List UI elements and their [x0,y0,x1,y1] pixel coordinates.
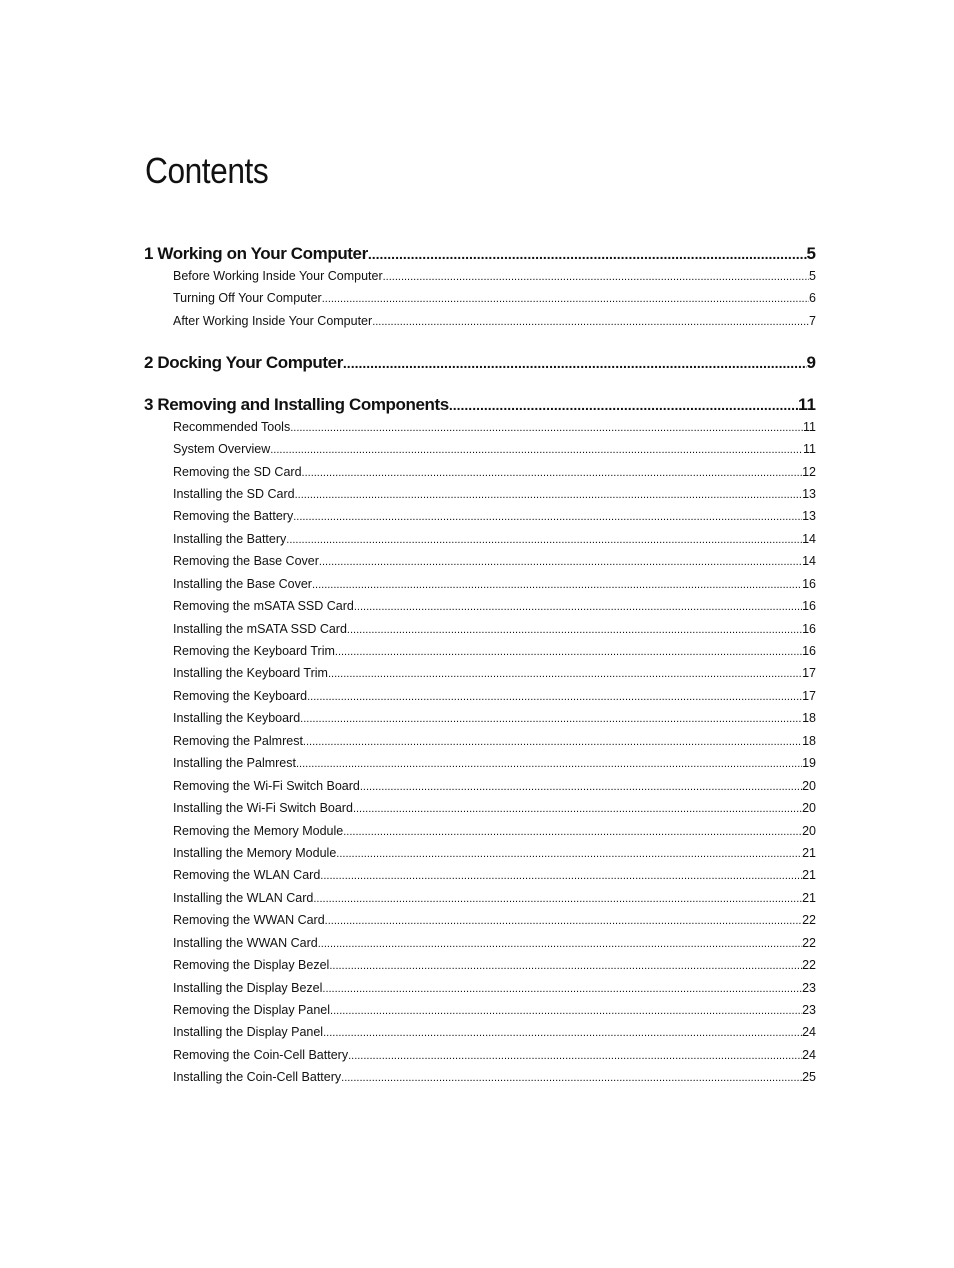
dot-leader [312,579,802,591]
dot-leader [293,511,802,523]
toc-entry[interactable] [173,487,816,505]
toc-entry-title: Removing the Palmrest [173,734,303,748]
toc-entry-title: 1 Working on Your Computer [144,244,368,263]
toc-entry-page: 16 [802,599,816,613]
toc-entry[interactable] [173,622,816,640]
toc-entry-title: Removing the Wi-Fi Switch Board [173,779,360,793]
toc-entry-title: Installing the Wi-Fi Switch Board [173,801,353,815]
toc-entry[interactable] [173,554,816,572]
toc-entry-page: 13 [802,509,816,523]
toc-entry-page: 11 [803,442,816,456]
page-title: Contents [145,150,269,191]
dot-leader [302,467,803,479]
toc-entry-title: Turning Off Your Computer [173,291,322,305]
dot-leader [296,758,802,770]
dot-leader [372,316,809,328]
toc-entry[interactable] [173,666,816,684]
toc-entry-title: Before Working Inside Your Computer [173,269,383,283]
toc-entry-page: 13 [802,487,816,501]
toc-entry-title: 2 Docking Your Computer [144,353,343,372]
toc-entry[interactable] [173,711,816,729]
toc-entry[interactable] [173,689,816,707]
toc-entry-page: 5 [809,269,816,283]
toc-entry-title: Installing the WLAN Card [173,891,314,905]
toc-entry-title: Installing the Display Panel [173,1025,324,1039]
toc-entry-title: System Overview [173,442,271,456]
dot-leader [307,691,802,703]
toc-entry-title: Installing the mSATA SSD Card [173,622,347,636]
dot-leader [347,624,802,636]
toc-entry-page: 17 [802,689,816,703]
toc-entry-page: 21 [802,846,816,860]
toc-entry[interactable] [173,846,816,864]
toc-entry-page: 25 [802,1070,816,1084]
dot-leader [383,271,809,283]
toc-entry-title: 3 Removing and Installing Components [144,395,449,414]
toc-entry[interactable] [173,1025,816,1043]
dot-leader [343,826,802,838]
dot-leader [322,293,809,305]
toc-entry[interactable] [173,577,816,595]
dot-leader [328,668,802,680]
toc-entry[interactable] [173,420,816,438]
dot-leader [353,803,802,815]
toc-entry-title: Removing the Battery [173,509,294,523]
toc-entry-title: Removing the Base Cover [173,554,319,568]
dot-leader [348,1050,802,1062]
toc-entry[interactable] [173,1070,816,1088]
toc-entry-page: 11 [798,395,816,414]
dot-leader [449,397,798,413]
toc-entry-title: Removing the Coin-Cell Battery [173,1048,349,1062]
toc-entry-page: 18 [802,734,816,748]
toc-entry-page: 23 [802,1003,816,1017]
dot-leader [335,646,802,658]
dot-leader [319,556,802,568]
toc-chapter-1[interactable] [144,244,816,268]
toc-entry-page: 19 [802,756,816,770]
dot-leader [295,489,803,501]
toc-entry-title: Installing the Keyboard Trim [173,666,328,680]
toc-entry[interactable] [173,756,816,774]
toc-entry[interactable] [173,1048,816,1066]
toc-entry-page: 16 [802,622,816,636]
toc-entry-title: After Working Inside Your Computer [173,314,373,328]
dot-leader [300,713,802,725]
toc-entry[interactable] [173,1003,816,1021]
toc-entry-page: 20 [802,824,816,838]
toc-entry-page: 16 [802,644,816,658]
toc-entry-title: Removing the Keyboard [173,689,308,703]
dot-leader [318,938,802,950]
toc-entry-title: Installing the Base Cover [173,577,312,591]
toc-entry-page: 23 [802,981,816,995]
dot-leader [290,422,803,434]
toc-entry-title: Installing the SD Card [173,487,295,501]
toc-entry-title: Installing the Display Bezel [173,981,323,995]
toc-entry[interactable] [173,801,816,819]
toc-entry-title: Installing the WWAN Card [173,936,318,950]
toc-entry[interactable] [173,314,816,332]
toc-entry-title: Installing the Coin-Cell Battery [173,1070,342,1084]
toc-entry-title: Installing the Memory Module [173,846,337,860]
dot-leader [341,1072,802,1084]
toc-entry-page: 7 [809,314,816,328]
toc-entry-page: 12 [802,465,816,479]
toc-entry-page: 11 [803,420,816,434]
dot-leader [330,1005,802,1017]
toc-entry-title: Removing the SD Card [173,465,302,479]
dot-leader [303,736,802,748]
toc-entry-page: 20 [802,779,816,793]
dot-leader [368,246,807,262]
toc-entry-page: 14 [802,554,816,568]
toc-entry[interactable] [173,913,816,931]
toc-entry-page: 17 [802,666,816,680]
toc-entry[interactable] [173,891,816,909]
toc-entry[interactable] [173,824,816,842]
toc-entry[interactable] [173,442,816,460]
toc-entry-page: 18 [802,711,816,725]
toc-entry-page: 5 [806,244,816,263]
toc-entry-page: 22 [802,913,816,927]
dot-leader [270,444,803,456]
toc-entry-page: 14 [802,532,816,546]
toc-entry-page: 9 [806,353,816,372]
dot-leader [329,960,802,972]
dot-leader [323,1027,802,1039]
toc-entry-page: 22 [802,936,816,950]
toc-entry[interactable] [173,958,816,976]
toc-entry[interactable] [173,465,816,483]
toc-entry-page: 24 [802,1025,816,1039]
toc-entry[interactable] [173,734,816,752]
dot-leader [320,870,802,882]
toc-entry[interactable] [173,269,816,287]
toc-entry-page: 21 [802,868,816,882]
dot-leader [325,915,802,927]
toc-entry-title: Removing the Display Panel [173,1003,331,1017]
toc-entry-title: Installing the Palmrest [173,756,296,770]
dot-leader [313,893,802,905]
dot-leader [336,848,802,860]
toc-chapter-2[interactable] [144,353,816,377]
toc-entry-page: 21 [802,891,816,905]
toc-chapter-3[interactable] [144,395,816,419]
toc-entry-page: 24 [802,1048,816,1062]
dot-leader [360,781,802,793]
toc-entry-page: 20 [802,801,816,815]
toc-entry-page: 16 [802,577,816,591]
toc-entry-title: Removing the WLAN Card [173,868,321,882]
dot-leader [354,601,802,613]
toc-entry-title: Removing the Display Bezel [173,958,330,972]
dot-leader [343,355,807,371]
toc-entry[interactable] [173,291,816,309]
toc-entry[interactable] [173,599,816,617]
toc-entry-page: 22 [802,958,816,972]
toc-entry[interactable] [173,936,816,954]
toc-entry-title: Installing the Keyboard [173,711,301,725]
toc-entry[interactable] [173,868,816,886]
toc-entry[interactable] [173,644,816,662]
toc-entry[interactable] [173,779,816,797]
toc-entry[interactable] [173,509,816,527]
toc-entry-title: Recommended Tools [173,420,291,434]
dot-leader [286,534,802,546]
toc-entry-title: Removing the Keyboard Trim [173,644,335,658]
dot-leader [322,983,802,995]
toc-entry-title: Removing the mSATA SSD Card [173,599,354,613]
toc-entry-title: Installing the Battery [173,532,287,546]
toc-entry[interactable] [173,981,816,999]
toc-entry-page: 6 [809,291,816,305]
toc-entry[interactable] [173,532,816,550]
toc-entry-title: Removing the WWAN Card [173,913,325,927]
toc-entry-title: Removing the Memory Module [173,824,344,838]
